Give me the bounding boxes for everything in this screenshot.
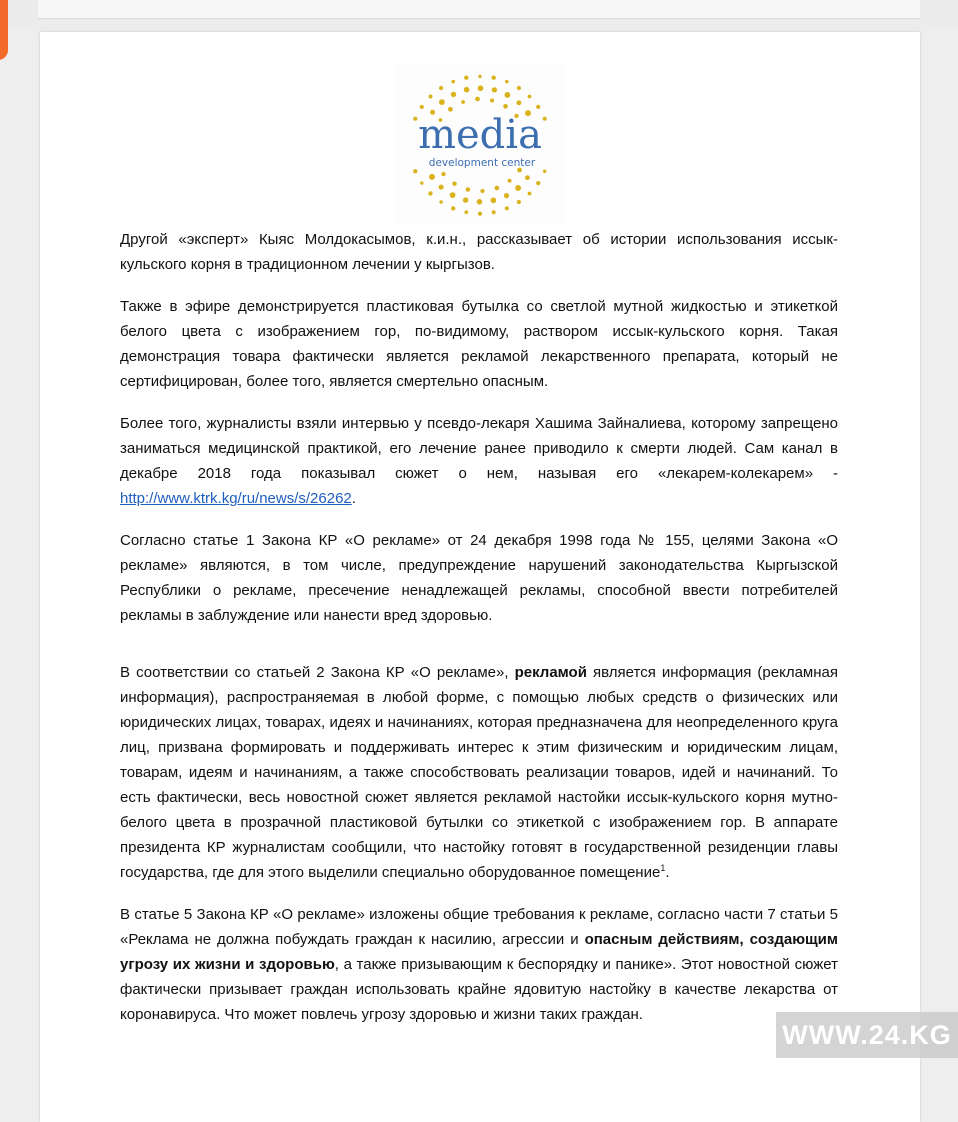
ktrk-news-link[interactable]: http://www.ktrk.kg/ru/news/s/26262 (120, 490, 352, 507)
logo-dot (517, 200, 521, 204)
orange-accent-edge (0, 0, 8, 60)
logo-dot (504, 92, 510, 98)
logo-dot (451, 206, 455, 210)
logo-dot (466, 187, 471, 192)
logo-dot (478, 211, 482, 215)
logo-graphic (395, 65, 565, 225)
logo-dot (504, 193, 509, 198)
logo-dot (464, 76, 468, 80)
logo-word: media (418, 112, 542, 158)
logo-dot (515, 185, 521, 191)
logo-dot (516, 100, 521, 105)
logo-dot (429, 174, 435, 180)
logo-dot (451, 92, 456, 97)
logo-dot (517, 86, 521, 90)
logo-dot (452, 181, 456, 185)
logo-dot (464, 87, 470, 93)
previous-page-edge (38, 0, 920, 19)
logo-dot (491, 197, 497, 203)
logo-dot (463, 197, 468, 202)
logo-dot (528, 95, 532, 99)
logo-dot (543, 117, 547, 121)
logo-dot (528, 192, 532, 196)
paragraph-law-article-5: В статье 5 Закона КР «О рекламе» изложены общие требования к рекламе, согласно части 7 статьи 5 «Реклама не должна побуждать граждан к насилию, агрессии и опасным действиям, создающим угрозу их жизни и здоровью, а также призывающим к беспорядку и панике». Этот новостной сюжет фактически призывает граждан использовать крайне ядовитую настойку в качестве лекарства от коронавируса. Что может повлечь угрозу здоровью и жизни таких граждан. (120, 906, 838, 1023)
paragraph-law-article-1: Согласно статье 1 Закона КР «О рекламе» от 24 декабря 1998 года № 155, целями Закона «О рекламе» являются, в том числе, предупреждение нарушений законодательства Кыргызской Республики о рекламе, пресечение ненадлежащей рекламы, способной ввести потребителей рекламы в заблуждение или нанести вред здоровью. (120, 532, 838, 624)
media-development-center-logo (395, 65, 565, 225)
logo-dot (451, 80, 455, 84)
logo-dot (495, 186, 500, 191)
logo-dot (439, 200, 442, 203)
logo-dot (420, 181, 423, 184)
document-body (120, 227, 838, 1044)
logo-dot (492, 87, 497, 92)
logo-dot (508, 179, 512, 183)
logo-dot (413, 169, 417, 173)
paragraph-law-article-2: В соответствии со статьей 2 Закона КР «О рекламе», рекламой является информация (рекламная информация), распространяемая в любой форме, с помощью любых средств о физических или юридических лицах, товарах, идеях и начинаниях, которая предназначена для неопределенного круга лиц, призвана формировать и поддерживать интерес к этим физическим и юридическим лицам, товарам, идеям и начинаниям, а также способствовать реализации товаров, идей и начинаний. То есть фактически, весь новостной сюжет является рекламой настойки иссык-кульского корня мутно-белого цвета в прозрачной пластиковой бутылки со этикеткой с изображением гор. В аппарате президента КР журналистам сообщили, что настойку готовят в государственной резиденции главы государства, где для этого выделили специально оборудованное помещение$^1$. (120, 664, 838, 881)
logo-dot (525, 175, 530, 180)
logo-dot (439, 99, 445, 105)
logo-dot (448, 107, 453, 112)
logo-dot (439, 185, 444, 190)
logo-dot (505, 206, 509, 210)
paragraph-bottle-demonstration: Также в эфире демонстрируется пластиковая бутылка со светлой мутной жидкостью и этикеткой белого цвета с изображением гор, по-видимому, раствором иссык-кульского корня. Такая демонстрация товара фактически является рекламой лекарственного препарата, который не сертифицирован, более того, является смертельно опасным. (120, 298, 838, 390)
logo-dot (490, 98, 494, 102)
logo-dot (428, 191, 432, 195)
logo-dot (536, 105, 540, 109)
logo-dot (464, 210, 468, 214)
logo-dot (492, 76, 496, 80)
logo-dot (543, 170, 547, 174)
logo-dot (413, 117, 417, 121)
logo-dot (478, 85, 484, 91)
paragraph-expert: Другой «эксперт» Кыяс Молдокасымов, к.и.н., рассказывает об истории использования иссык-кульского корня в традиционном лечении у кыргызов. (120, 231, 838, 273)
logo-dot (536, 181, 540, 185)
logo-dot (492, 210, 496, 214)
logo-dot (478, 75, 481, 78)
paragraph-pseudo-healer: Более того, журналисты взяли интервью у псевдо-лекаря Хашима Зайналиева, которому запрещено заниматься медицинской практикой, его лечение ранее приводило к смерти людей. Сам канал в декабре 2018 года показывал сюжет о нем, называя его «лекарем-колекарем» - http://www.ktrk.kg/ru/news/s/26262. (120, 415, 838, 507)
logo-dot (429, 95, 433, 99)
logo-dot (441, 172, 445, 176)
footnote-marker[interactable]: 1 (660, 863, 666, 873)
logo-dot (477, 199, 483, 205)
logo-dot (505, 80, 509, 84)
logo-dot (450, 192, 456, 198)
logo-dot (420, 105, 424, 109)
logo-dot (503, 104, 508, 109)
logo-dot (439, 86, 443, 90)
previous-page-strip (0, 0, 958, 30)
logo-dot (475, 97, 480, 102)
watermark-24kg: WWW.24.KG (776, 1012, 958, 1058)
logo-dot (480, 189, 484, 193)
logo-dot (461, 100, 465, 104)
logo-tagline: development center (428, 157, 536, 169)
